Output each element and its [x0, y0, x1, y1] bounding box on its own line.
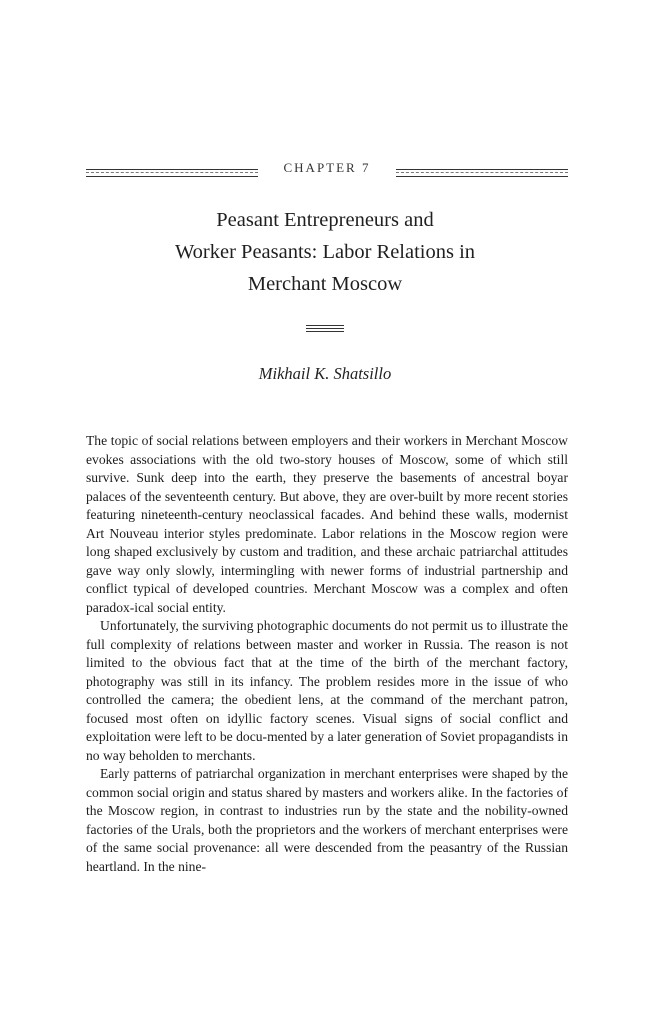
chapter-label: CHAPTER 7	[283, 160, 371, 175]
title-ornament	[306, 325, 344, 333]
paragraph: Early patterns of patriarchal organization in merchant enterprises were shaped by the common social origin and status shared by masters and workers alike. In the factories of the Moscow region, in contrast to industries run by the state and the nobility-owned factories of the Urals, both the proprietors and the workers of merchant enterprises were of the same social provenance: all were descended from the peasantry of the Russian heartland. In the nine-	[86, 766, 568, 874]
paragraph: The topic of social relations between employers and their workers in Merchant Moscow evokes associations with the old two-story houses of Moscow, some of which still survive. Sunk deep into the earth, they preserve the basements of ancestral boyar palaces of the seventeenth century. But above, they are over-built by more recent stories featuring nineteenth-century neoclassical facades. And behind these walls, modernist Art Nouveau interior styles predominate. Labor relations in the Moscow region were long shaped exclusively by custom and tradition, and these archaic patriarchal attitudes gave way only slowly, intermingling with newer forms of industrial partnership and conflict typical of developed countries. Merchant Moscow was a complex and often paradox-ical social entity.	[86, 433, 568, 615]
title-line: Merchant Moscow	[247, 273, 403, 295]
chapter-title	[60, 204, 590, 300]
paragraph: Unfortunately, the surviving photographic documents do not permit us to illustrate the full complexity of relations between master and worker in Russia. The reason is not limited to the obvious fact that at the time of the birth of the merchant factory, photography was still in its infancy. The problem resides more in the issue of who controlled the camera; the obedient lens, at the command of the merchant patron, focused most often on idyllic factory scenes. Visual signs of social conflict and exploitation were left to be docu-mented by a later generation of Soviet propagandists in no way beholden to merchants.	[86, 618, 569, 763]
title-line: Worker Peasants: Labor Relations in	[174, 241, 476, 263]
author-name: Mikhail K. Shatsillo	[258, 364, 392, 383]
title-line: Peasant Entrepreneurs and	[216, 209, 434, 231]
body-text	[86, 432, 568, 876]
chapter-heading	[86, 160, 568, 180]
decorative-rule-right	[396, 169, 568, 177]
